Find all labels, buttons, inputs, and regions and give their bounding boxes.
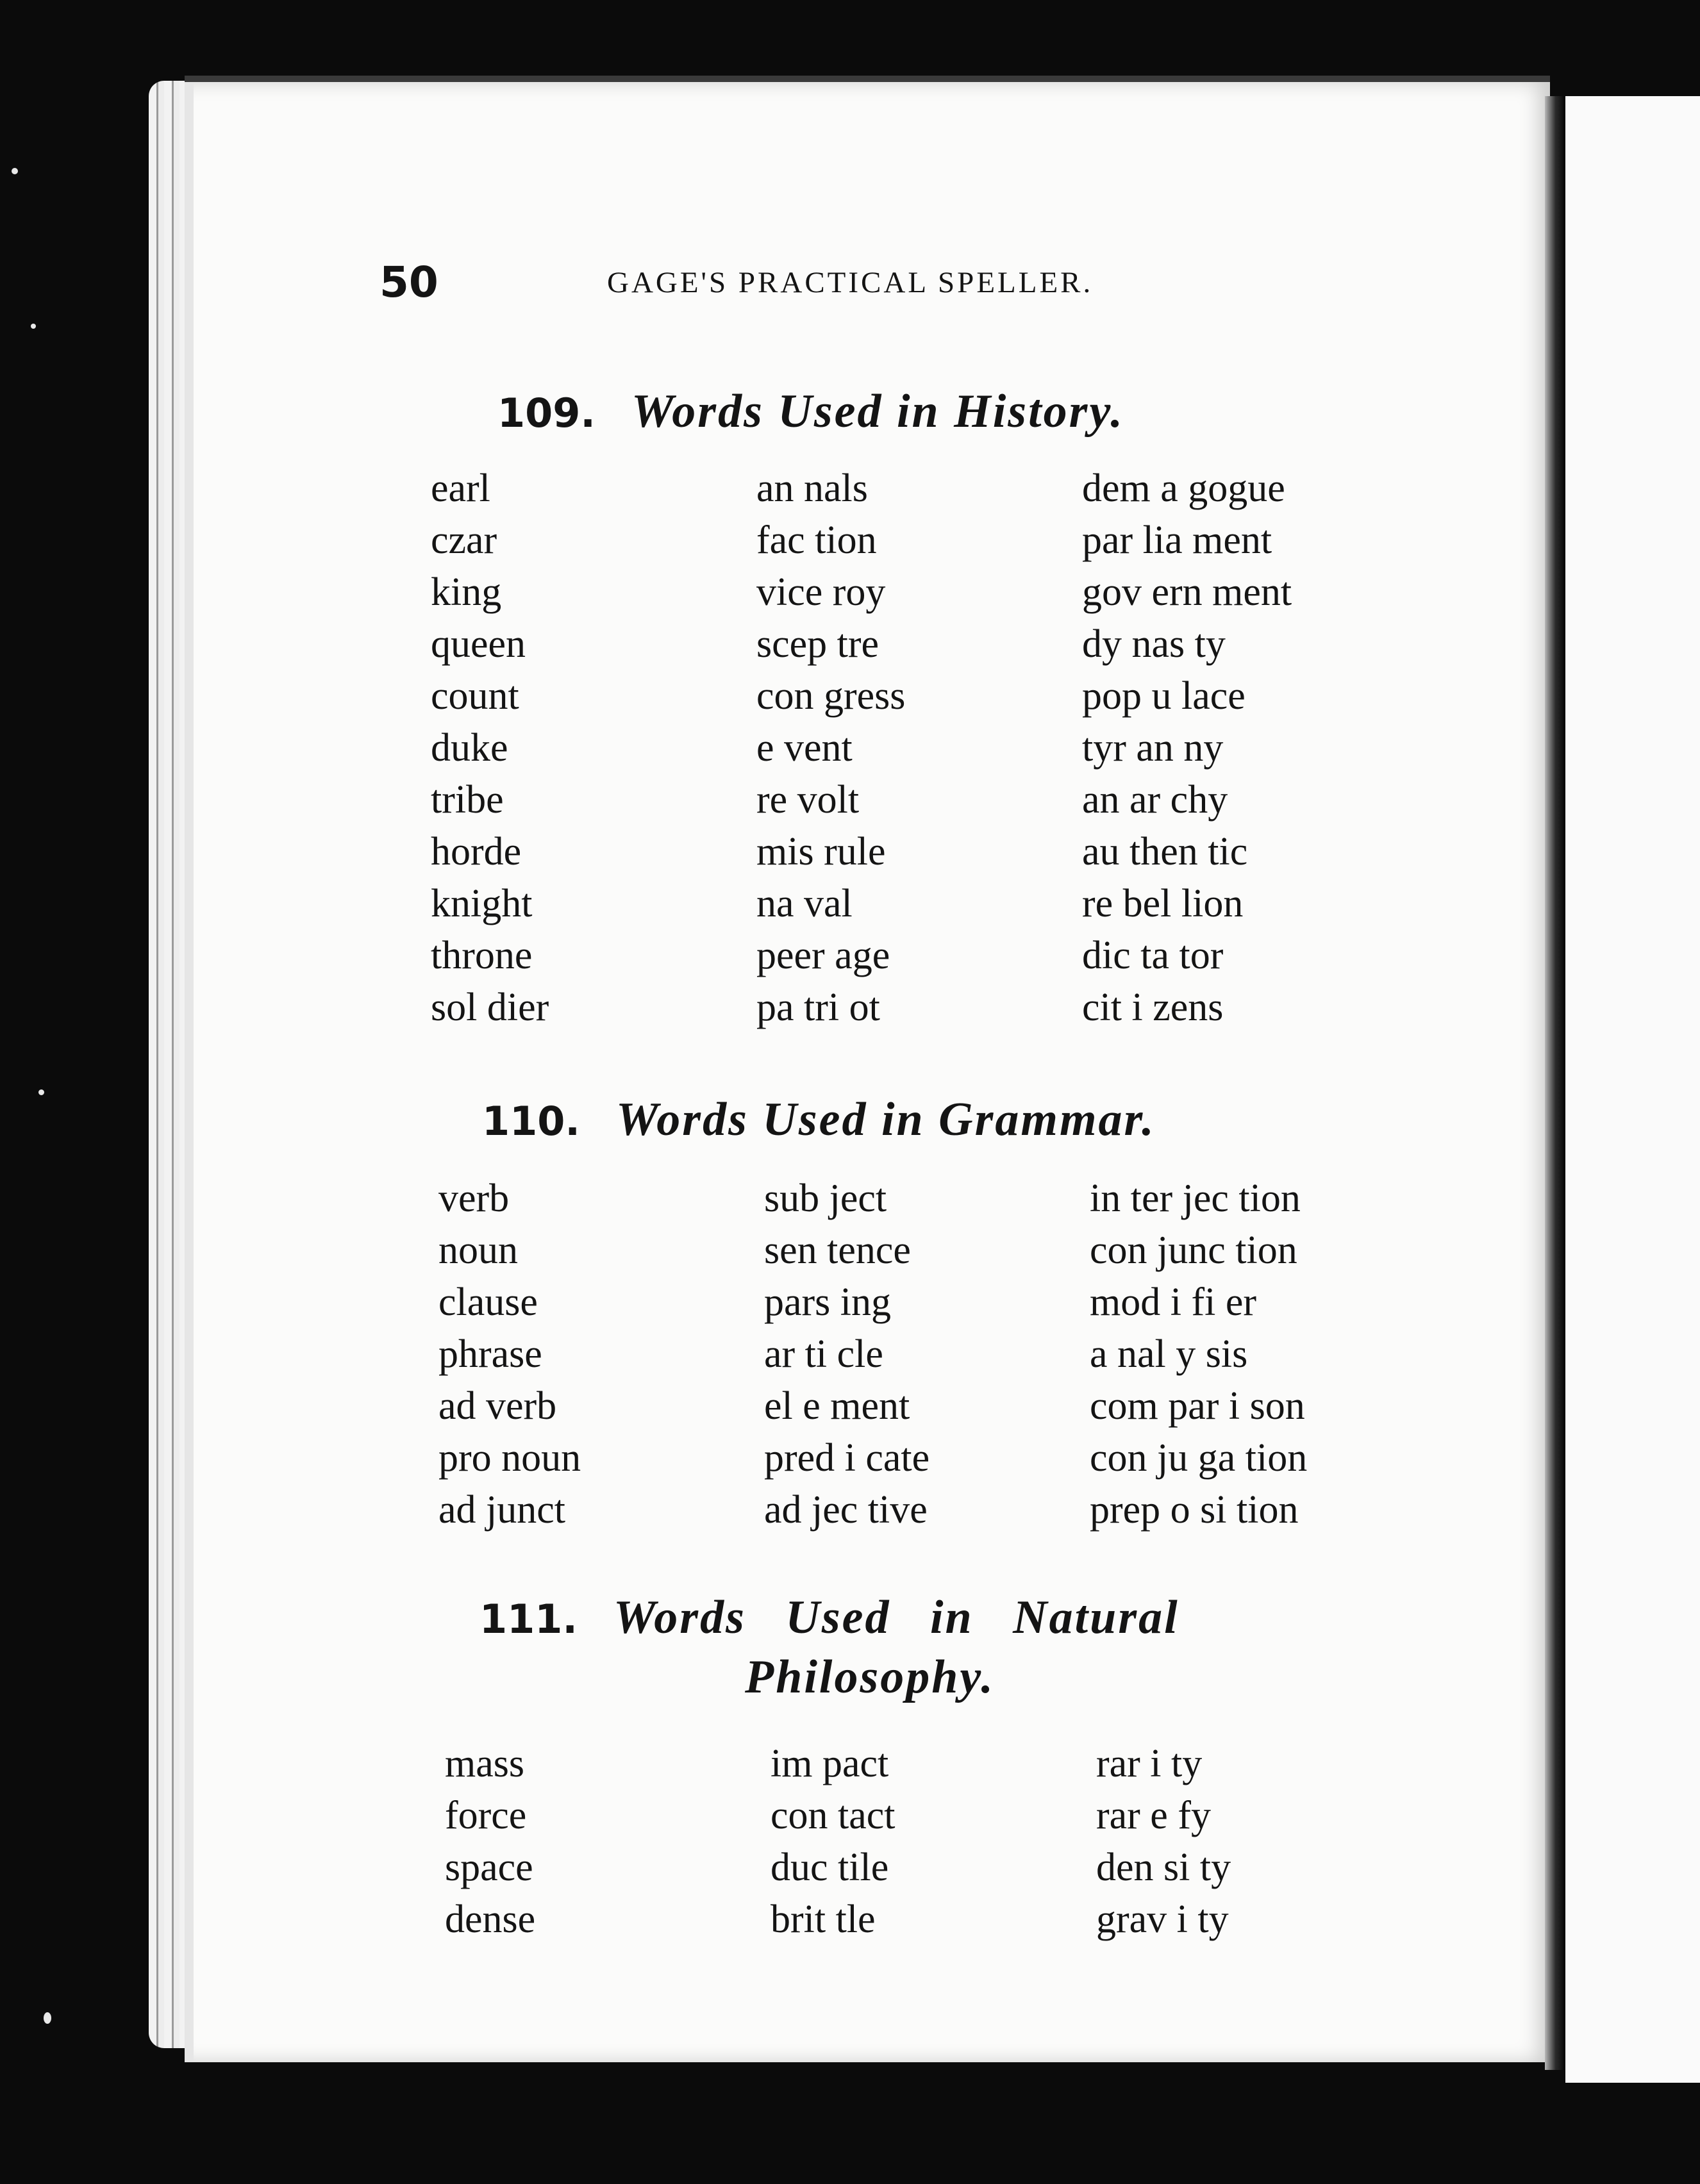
word: na val [756, 882, 853, 925]
word: ar ti cle [764, 1332, 883, 1376]
scan-speck [12, 168, 18, 174]
word: dic ta tor [1082, 934, 1224, 977]
word-column [445, 1738, 771, 1946]
word: brit tle [771, 1898, 876, 1941]
section-heading-111 [479, 1591, 1179, 1645]
word: dense [445, 1898, 536, 1941]
word-list-111 [445, 1738, 1422, 1946]
word: mod i fi er [1090, 1280, 1256, 1324]
section-title: Words Used in History. [631, 385, 1125, 438]
word: tribe [431, 778, 504, 822]
word: count [431, 674, 519, 718]
word-column [431, 463, 756, 1034]
word: mis rule [756, 830, 886, 873]
word-column [1082, 463, 1408, 1034]
word: czar [431, 518, 497, 562]
word: an nals [756, 467, 868, 510]
word: im pact [771, 1742, 889, 1785]
section-number: 110. [482, 1098, 580, 1145]
word: grav i ty [1096, 1898, 1229, 1941]
scan-speck [38, 1089, 44, 1095]
word: scep tre [756, 622, 879, 666]
word: noun [438, 1228, 518, 1272]
word: e vent [756, 726, 853, 770]
word: clause [438, 1280, 538, 1324]
facing-page [1565, 96, 1700, 2083]
word: horde [431, 830, 522, 873]
word-list-109 [431, 463, 1408, 1034]
book-title: GAGE'S PRACTICAL SPELLER. [607, 266, 1094, 299]
word: con ju ga tion [1090, 1436, 1308, 1480]
word: earl [431, 467, 490, 510]
word: queen [431, 622, 526, 666]
word: phrase [438, 1332, 542, 1376]
word-column [1090, 1173, 1415, 1536]
word: sub ject [764, 1177, 887, 1220]
scan-speck [44, 2012, 51, 2024]
word: rar i ty [1096, 1742, 1203, 1785]
word-column [438, 1173, 764, 1536]
word: cit i zens [1082, 986, 1224, 1029]
scan-speck [31, 324, 36, 329]
word: force [445, 1794, 527, 1837]
word: throne [431, 934, 533, 977]
word: in ter jec tion [1090, 1177, 1301, 1220]
word: con junc tion [1090, 1228, 1297, 1272]
word: au then tic [1082, 830, 1248, 873]
word: prep o si tion [1090, 1488, 1299, 1532]
word-list-110 [438, 1173, 1415, 1536]
word: dy nas ty [1082, 622, 1226, 666]
word: con tact [771, 1794, 896, 1837]
word: ad junct [438, 1488, 565, 1532]
word: a nal y sis [1090, 1332, 1248, 1376]
word: el e ment [764, 1384, 910, 1428]
book-gutter [1545, 96, 1563, 2070]
word: pred i cate [764, 1436, 930, 1480]
word: gov ern ment [1082, 570, 1292, 614]
word: space [445, 1846, 533, 1889]
word: dem a gogue [1082, 467, 1285, 510]
section-number: 109. [497, 390, 596, 436]
word: den si ty [1096, 1846, 1231, 1889]
section-title: Words Used in Grammar. [615, 1093, 1156, 1146]
word-column [771, 1738, 1096, 1946]
word: king [431, 570, 502, 614]
word: duc tile [771, 1846, 889, 1889]
word: con gress [756, 674, 906, 718]
word: ad jec tive [764, 1488, 928, 1532]
word: fac tion [756, 518, 877, 562]
word: ad verb [438, 1384, 557, 1428]
word-column [1096, 1738, 1422, 1946]
running-head [379, 258, 1136, 309]
section-title: Words Used in Natural [613, 1591, 1179, 1644]
word: peer age [756, 934, 890, 977]
word: re volt [756, 778, 860, 822]
section-title-continued: Philosophy. [745, 1651, 996, 1703]
page-number: 50 [379, 258, 438, 307]
word: tyr an ny [1082, 726, 1224, 770]
word-column [764, 1173, 1090, 1536]
word-column [756, 463, 1082, 1034]
word: knight [431, 882, 533, 925]
word: duke [431, 726, 508, 770]
word: rar e fy [1096, 1794, 1211, 1837]
word: pro noun [438, 1436, 581, 1480]
word: sen tence [764, 1228, 911, 1272]
word: sol dier [431, 986, 549, 1029]
word: verb [438, 1177, 510, 1220]
word: re bel lion [1082, 882, 1244, 925]
word: pop u lace [1082, 674, 1246, 718]
word: par lia ment [1082, 518, 1272, 562]
word: com par i son [1090, 1384, 1305, 1428]
word: mass [445, 1742, 524, 1785]
word: an ar chy [1082, 778, 1228, 822]
section-heading-109 [497, 385, 1124, 439]
section-heading-110 [482, 1093, 1156, 1147]
word: pa tri ot [756, 986, 880, 1029]
word: vice roy [756, 570, 886, 614]
word: pars ing [764, 1280, 892, 1324]
section-number: 111. [479, 1596, 578, 1642]
